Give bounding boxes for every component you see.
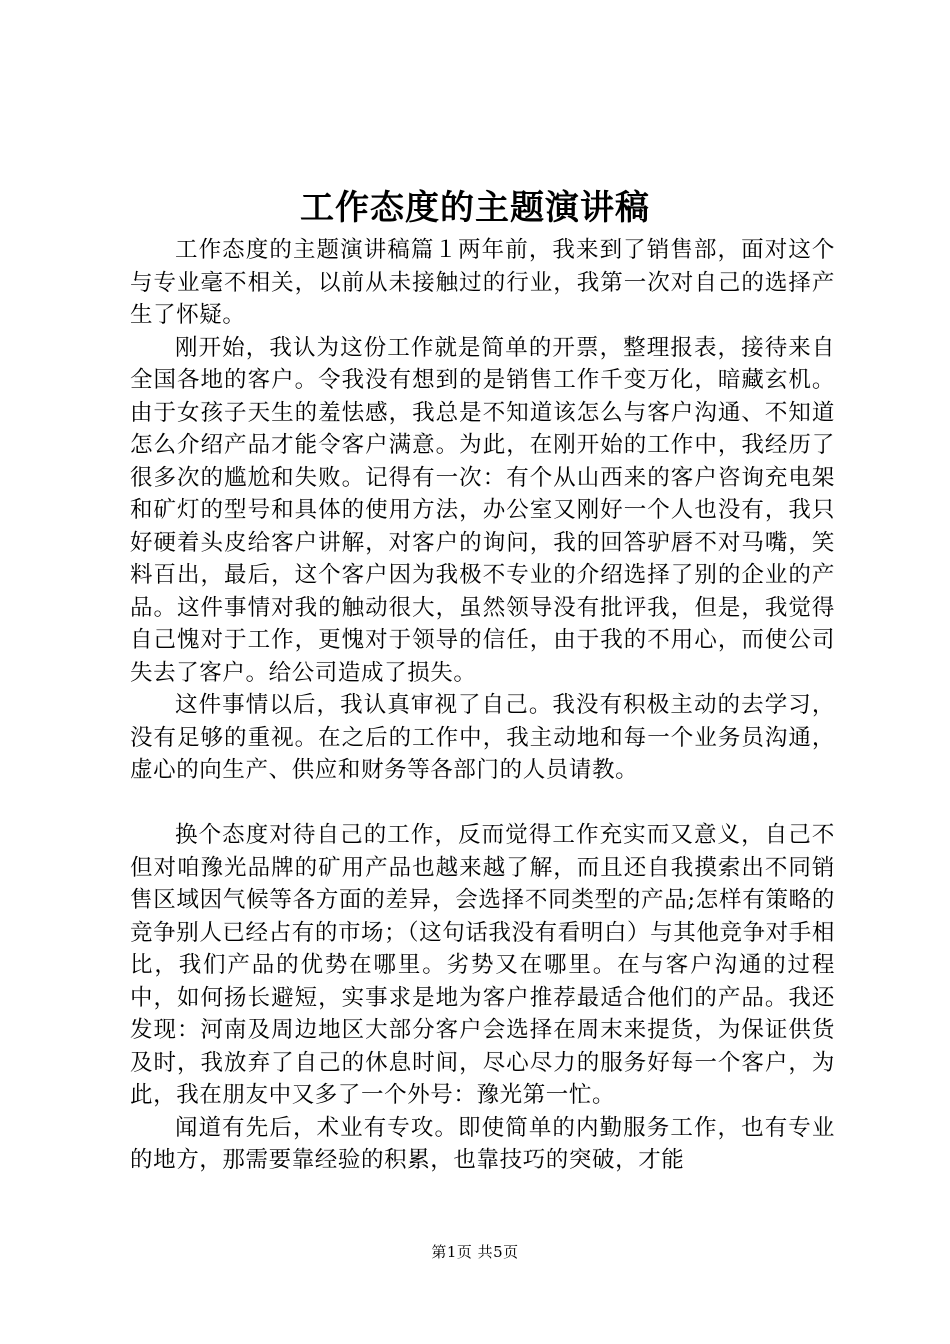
page-title: 工作态度的主题演讲稿 xyxy=(300,188,650,228)
paragraph-5: 闻道有先后，术业有专攻。即使简单的内勤服务工作，也有专业的地方，那需要靠经验的积累，也靠技巧的突破，才能 xyxy=(130,1114,835,1173)
page-footer: 第1页 共5页 xyxy=(431,1243,519,1261)
document-body xyxy=(130,234,835,1177)
paragraph-3: 这件事情以后，我认真审视了自己。我没有积极主动的去学习，没有足够的重视。在之后的工作中，我主动地和每一个业务员沟通，虚心的向生产、供应和财务等各部门的人员请教。 xyxy=(130,692,835,783)
paragraph-2: 刚开始，我认为这份工作就是简单的开票，整理报表，接待来自全国各地的客户。令我没有想到的是销售工作千变万化，暗藏玄机。由于女孩子天生的羞怯感，我总是不知道该怎么与客户沟通、不知道怎么介绍产品才能令客户满意。为此，在刚开始的工作中，我经历了很多次的尴尬和失败。记得有一次：有个从山西来的客户咨询充电架和矿灯的型号和具体的使用方法，办公室又刚好一个人也没有，我只好硬着头皮给客户讲解，对客户的询问，我的回答驴唇不对马嘴，笑料百出，最后，这个客户因为我极不专业的介绍选择了别的企业的产品。这件事情对我的触动很大，虽然领导没有批评我，但是，我觉得自己愧对于工作，更愧对于领导的信任，由于我的不用心，而使公司失去了客户。给公司造成了损失。 xyxy=(130,334,835,686)
paragraph-4: 换个态度对待自己的工作，反而觉得工作充实而又意义，自己不但对咱豫光品牌的矿用产品也越来越了解，而且还自我摸索出不同销售区域因气候等各方面的差异，会选择不同类型的产品;怎样有策略的竞争别人已经占有的市场；（这句话我没有看明白）与其他竞争对手相比，我们产品的优势在哪里。劣势又在哪里。在与客户沟通的过程中，如何扬长避短，实事求是地为客户推荐最适合他们的产品。我还发现：河南及周边地区大部分客户会选择在周末来提货，为保证供货及时，我放弃了自己的休息时间，尽心尽力的服务好每一个客户，为此，我在朋友中又多了一个外号：豫光第一忙。 xyxy=(130,822,835,1108)
paragraph-1: 工作态度的主题演讲稿篇１两年前，我来到了销售部，面对这个与专业毫不相关，以前从未接触过的行业，我第一次对自己的选择产生了怀疑。 xyxy=(130,237,835,328)
